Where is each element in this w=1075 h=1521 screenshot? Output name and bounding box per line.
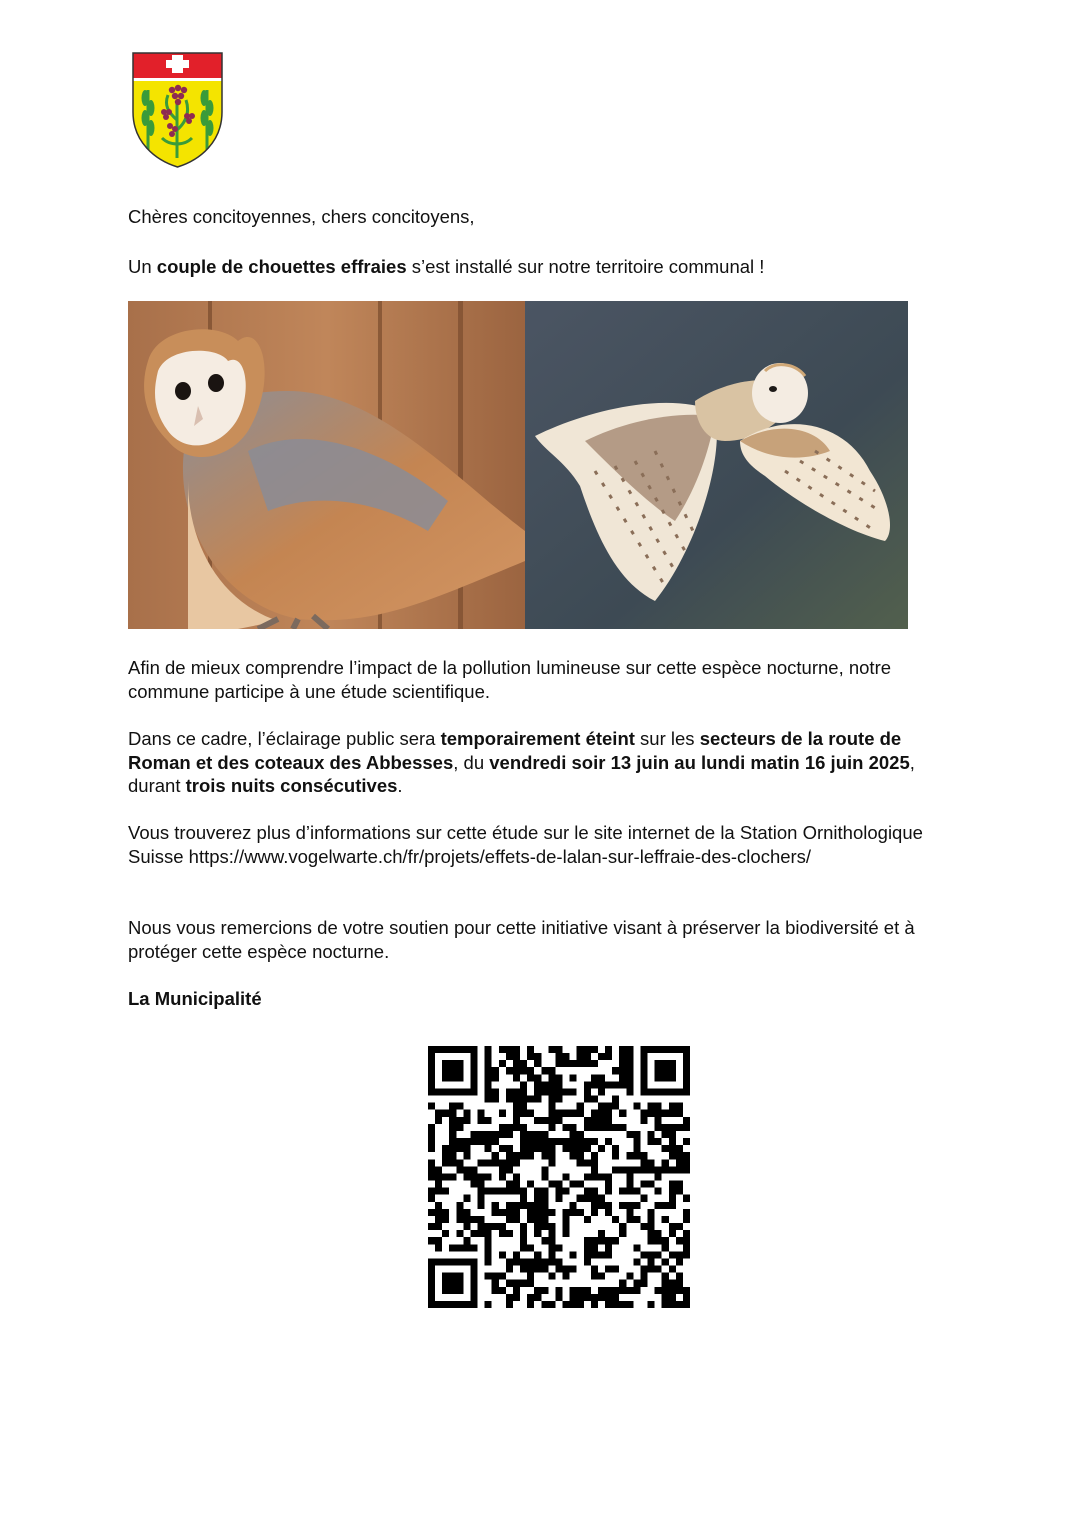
- coat-of-arms-icon: [130, 50, 225, 170]
- paragraph-thanks: Nous vous remercions de votre soutien pour cette initiative visant à préserver la biodiversité et à protéger cette espèce nocturne.: [128, 917, 915, 962]
- intro-bold: couple de chouettes effraies: [156, 256, 407, 277]
- intro-line: [128, 255, 958, 279]
- para2-b4: trois nuits consécutives: [185, 775, 398, 796]
- flying-owl-image: [525, 301, 908, 629]
- para2-t4: , durant: [128, 751, 915, 796]
- para2-b3: vendredi soir 13 juin au lundi matin 16 juin 2025: [489, 751, 910, 773]
- para2-t1: Dans ce cadre, l’éclairage public sera: [128, 728, 441, 749]
- greeting: Chères concitoyennes, chers concitoyens,: [128, 206, 475, 227]
- qr-code-icon[interactable]: [428, 1046, 690, 1308]
- perched-owl-image: [128, 301, 525, 629]
- para2-t2: sur les: [634, 728, 700, 749]
- para2-b1: temporairement éteint: [440, 728, 635, 749]
- paragraph-link: Vous trouverez plus d’informations sur cette étude sur le site internet de la Station Ornithologique Suisse https://www.vogelwarte.ch/fr/projets/effets-de-lalan-sur-leffraie-des-clochers/: [128, 822, 923, 867]
- para2-t5: .: [397, 775, 403, 796]
- intro-post: s’est installé sur notre territoire communal !: [406, 256, 765, 277]
- intro-pre: Un: [128, 256, 157, 277]
- owl-photos: [128, 301, 908, 629]
- paragraph-study: Afin de mieux comprendre l’impact de la pollution lumineuse sur cette espèce nocturne, notre commune participe à une étude scientifique.: [128, 657, 892, 702]
- para2-t3: , du: [453, 751, 490, 773]
- para2-b2: secteurs de la route de Roman et des coteaux des Abbesses: [128, 728, 902, 773]
- signature: La Municipalité: [128, 988, 262, 1009]
- paragraph-lighting: [128, 727, 958, 798]
